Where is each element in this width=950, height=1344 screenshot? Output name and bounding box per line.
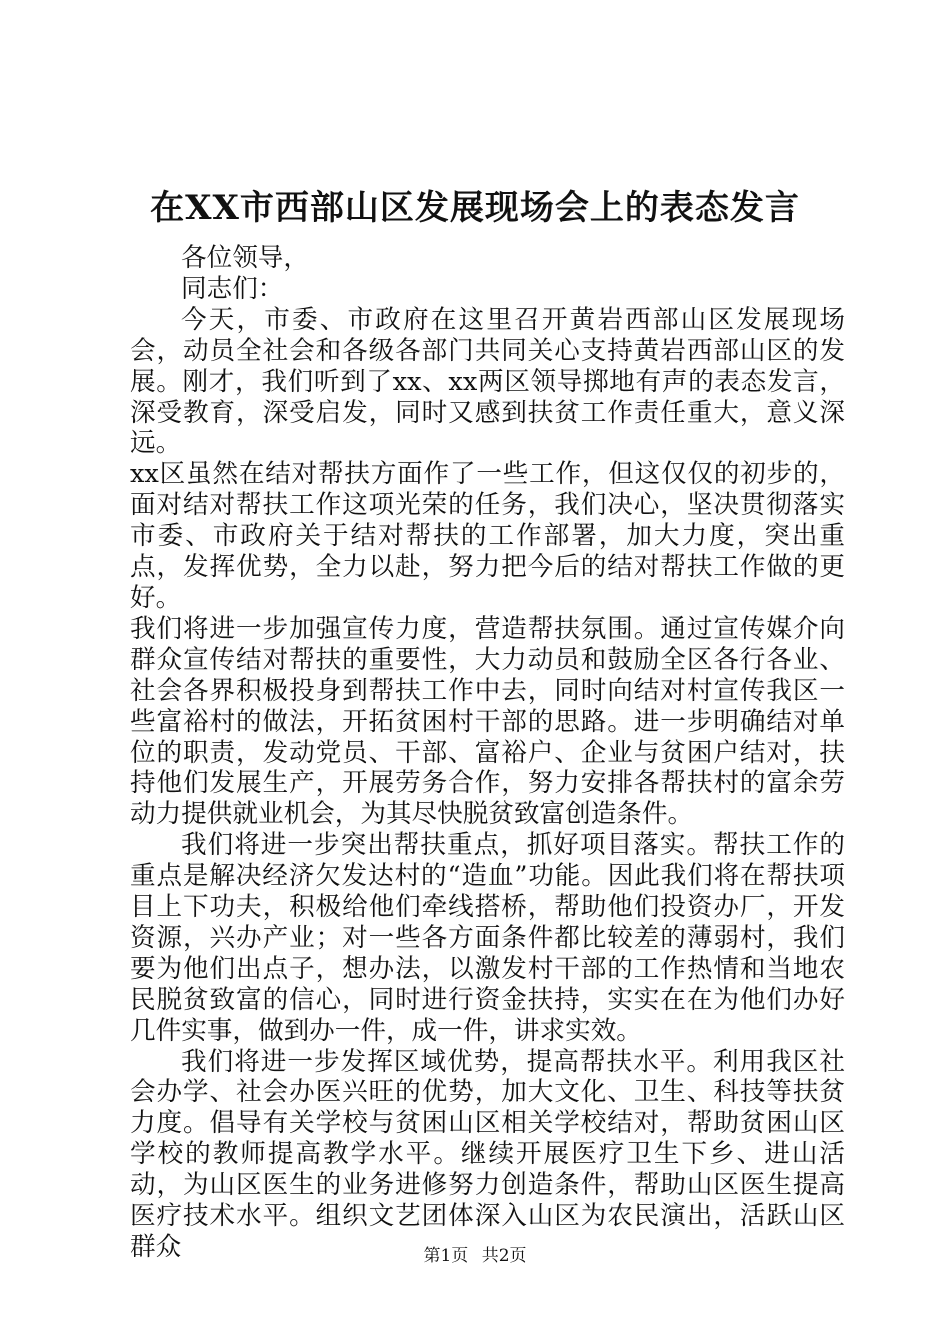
document-body bbox=[130, 243, 845, 1263]
salutation-leaders: 各位领导， bbox=[181, 243, 309, 273]
page-footer bbox=[0, 1245, 950, 1267]
salutation-comrades: 同志们： bbox=[181, 273, 284, 304]
page-number-current: 第1页 bbox=[423, 1246, 469, 1266]
page-number-total: 共2页 bbox=[481, 1246, 527, 1266]
paragraph-key-projects: 我们将进一步突出帮扶重点，抓好项目落实。帮扶工作的重点是解决经济欠发达村的“造血”功能。因此我们将在帮扶项目上下功夫，积极给他们牵线搭桥，帮助他们投资办厂，开发资源，兴办产业；对一些各方面条件都比较差的薄弱村，我们要为他们出点子，想办法，以激发村干部的工作热情和当地农民脱贫致富的信心，同时进行资金扶持，实实在在为他们办好几件实事，做到办一件，成一件，讲求实效。 bbox=[130, 830, 845, 1046]
paragraph-commitment: xx区虽然在结对帮扶方面作了一些工作，但这仅仅的初步的，面对结对帮扶工作这项光荣的任务，我们决心，坚决贯彻落实市委、市政府关于结对帮扶的工作部署，加大力度，突出重点，发挥优势，全力以赴，努力把今后的结对帮扶工作做的更好。 bbox=[130, 459, 845, 613]
paragraph-regional-advantage: 我们将进一步发挥区域优势，提高帮扶水平。利用我区社会办学、社会办医兴旺的优势，加大文化、卫生、科技等扶贫力度。倡导有关学校与贫困山区相关学校结对，帮助贫困山区学校的教师提高教学水平。继续开展医疗卫生下乡、进山活动，为山区医生的业务进修努力创造条件，帮助山区医生提高医疗技术水平。组织文艺团体深入山区为农民演出，活跃山区群众 bbox=[130, 1046, 845, 1262]
paragraph-opening: 今天，市委、市政府在这里召开黄岩西部山区发展现场会，动员全社会和各级各部门共同关心支持黄岩西部山区的发展。刚才，我们听到了xx、xx两区领导掷地有声的表态发言，深受教育，深受启发，同时又感到扶贫工作责任重大，意义深远。 bbox=[130, 304, 845, 459]
paragraph-publicity: 我们将进一步加强宣传力度，营造帮扶氛围。通过宣传媒介向群众宣传结对帮扶的重要性，大力动员和鼓励全区各行各业、社会各界积极投身到帮扶工作中去，同时向结对村宣传我区一些富裕村的做法，开拓贫困村干部的思路。进一步明确结对单位的职责，发动党员、干部、富裕户、企业与贫困户结对，扶持他们发展生产，开展劳务合作，努力安排各帮扶村的富余劳动力提供就业机会，为其尽快脱贫致富创造条件。 bbox=[130, 613, 845, 830]
document-title: 在XX市西部山区发展现场会上的表态发言 bbox=[150, 188, 800, 228]
